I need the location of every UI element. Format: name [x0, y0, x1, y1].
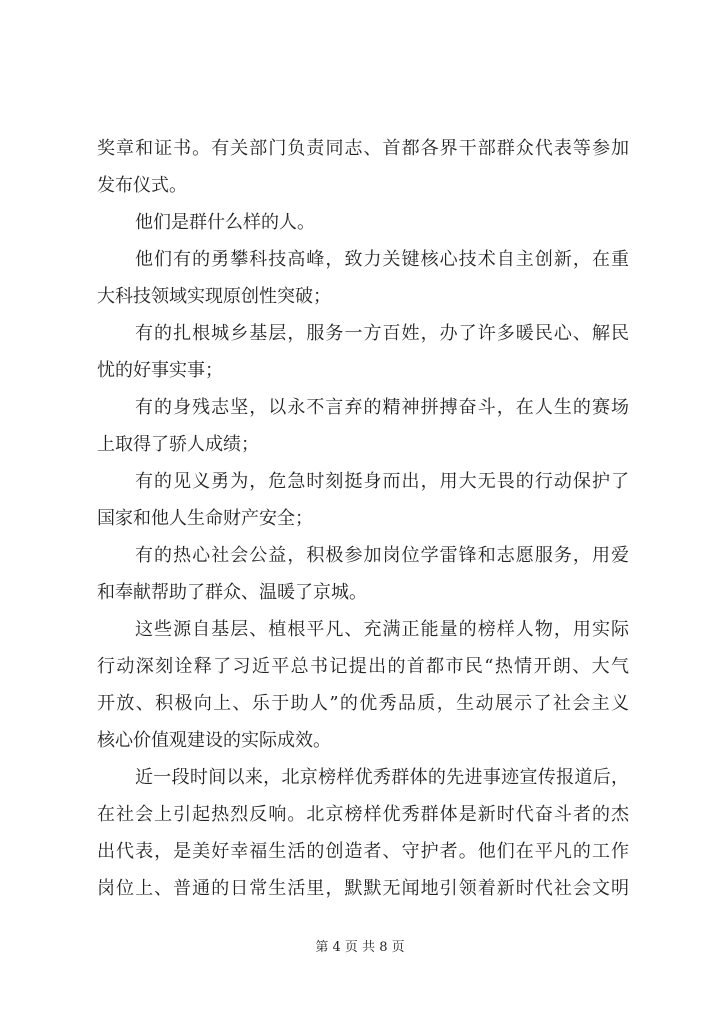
text-line: 他们有的勇攀科技高峰，致力关键核心技术自主创新，在重 [135, 249, 629, 270]
text-line: 和奉献帮助了群众、温暖了京城。 [97, 582, 367, 603]
text-line: 岗位上、普通的日常生活里，默默无闻地引领着新时代社会文明 [97, 878, 629, 899]
text-line: 他们是群什么样的人。 [135, 212, 315, 233]
text-line: 有的身残志坚，以永不言弃的精神拼搏奋斗，在人生的赛场 [135, 397, 629, 418]
text-line: 行动深刻诠释了习近平总书记提出的首都市民“热情开朗、大气 [97, 656, 629, 677]
page-number: 第 4 页 共 8 页 [315, 940, 405, 955]
text-line: 近一段时间以来，北京榜样优秀群体的先进事迹宣传报道后， [135, 767, 629, 788]
text-line: 大科技领域实现原创性突破； [97, 286, 331, 307]
text-line: 奖章和证书。有关部门负责同志、首都各界干部群众代表等参加 [97, 138, 629, 159]
text-line: 有的见义勇为，危急时刻挺身而出，用大无畏的行动保护了 [135, 471, 629, 492]
text-line: 发布仪式。 [97, 175, 187, 196]
text-line: 核心价值观建设的实际成效。 [97, 730, 331, 751]
document-body [97, 137, 629, 914]
text-line: 开放、积极向上、乐于助人”的优秀品质，生动展示了社会主义 [97, 693, 629, 714]
text-line: 这些源自基层、植根平凡、充满正能量的榜样人物，用实际 [135, 619, 629, 640]
text-line: 上取得了骄人成绩； [97, 434, 259, 455]
text-line: 有的热心社会公益，积极参加岗位学雷锋和志愿服务，用爱 [135, 545, 629, 566]
text-line: 在社会上引起热烈反响。北京榜样优秀群体是新时代奋斗者的杰 [97, 804, 629, 825]
text-line: 出代表，是美好幸福生活的创造者、守护者。他们在平凡的工作 [97, 841, 629, 862]
text-line: 忧的好事实事； [97, 360, 223, 381]
text-line: 有的扎根城乡基层，服务一方百姓，办了许多暖民心、解民 [135, 323, 629, 344]
text-line: 国家和他人生命财产安全； [97, 508, 313, 529]
